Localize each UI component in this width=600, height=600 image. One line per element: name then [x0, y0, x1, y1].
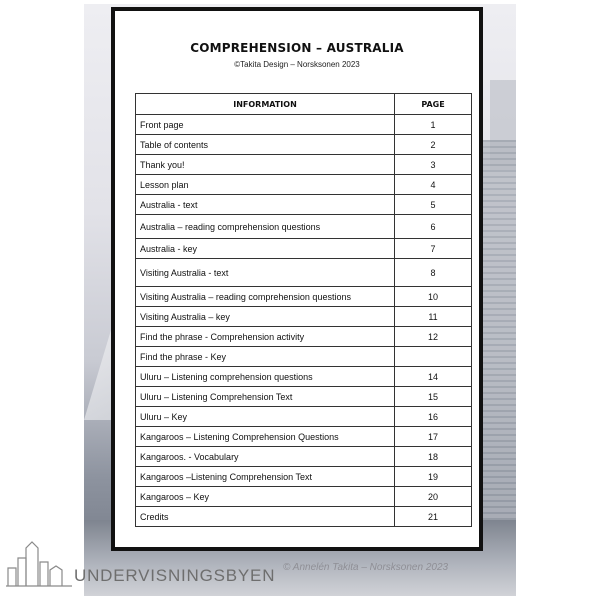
row-information: Uluru – Key — [136, 407, 395, 427]
row-information: Find the phrase - Comprehension activity — [136, 327, 395, 347]
contents-table — [135, 93, 472, 527]
row-information: Visiting Australia – reading comprehension questions — [136, 287, 395, 307]
row-page-number: 16 — [395, 407, 472, 427]
table-row — [136, 447, 472, 467]
row-page-number — [395, 347, 472, 367]
row-information: Kangaroos – Listening Comprehension Questions — [136, 427, 395, 447]
row-page-number: 12 — [395, 327, 472, 347]
table-row — [136, 487, 472, 507]
copyright-line: ©Takita Design – Norsksonen 2023 — [234, 60, 360, 69]
row-page-number: 11 — [395, 307, 472, 327]
table-row — [136, 327, 472, 347]
row-page-number: 14 — [395, 367, 472, 387]
row-information: Kangaroos. - Vocabulary — [136, 447, 395, 467]
row-page-number: 5 — [395, 195, 472, 215]
table-row — [136, 467, 472, 487]
table-row — [136, 387, 472, 407]
row-information: Lesson plan — [136, 175, 395, 195]
table-row — [136, 239, 472, 259]
table-row — [136, 175, 472, 195]
table-row — [136, 259, 472, 287]
table-row — [136, 307, 472, 327]
header-information: INFORMATION — [136, 94, 395, 115]
table-row — [136, 507, 472, 527]
table-row — [136, 367, 472, 387]
row-information: Australia - text — [136, 195, 395, 215]
row-information: Thank you! — [136, 155, 395, 175]
row-page-number: 6 — [395, 215, 472, 239]
row-page-number: 1 — [395, 115, 472, 135]
watermark-text: © Annelén Takita – Norsksonen 2023 — [283, 562, 449, 573]
row-page-number: 3 — [395, 155, 472, 175]
row-page-number: 2 — [395, 135, 472, 155]
row-information: Visiting Australia - text — [136, 259, 395, 287]
row-information: Australia – reading comprehension questions — [136, 215, 395, 239]
row-information: Table of contents — [136, 135, 395, 155]
table-row — [136, 407, 472, 427]
row-page-number: 10 — [395, 287, 472, 307]
row-page-number: 19 — [395, 467, 472, 487]
row-page-number: 15 — [395, 387, 472, 407]
row-page-number: 8 — [395, 259, 472, 287]
row-information: Kangaroos –Listening Comprehension Text — [136, 467, 395, 487]
row-page-number: 17 — [395, 427, 472, 447]
row-page-number: 7 — [395, 239, 472, 259]
table-row — [136, 347, 472, 367]
table-row — [136, 195, 472, 215]
table-row — [136, 115, 472, 135]
document-page — [111, 7, 483, 551]
row-information: Credits — [136, 507, 395, 527]
row-page-number: 21 — [395, 507, 472, 527]
row-information: Uluru – Listening comprehension questions — [136, 367, 395, 387]
table-row — [136, 287, 472, 307]
brand-name: UNDERVISNINGSBYEN — [74, 566, 276, 585]
row-information: Front page — [136, 115, 395, 135]
row-information: Australia - key — [136, 239, 395, 259]
table-row — [136, 135, 472, 155]
city-skyline-icon — [6, 540, 76, 588]
row-page-number: 18 — [395, 447, 472, 467]
row-information: Uluru – Listening Comprehension Text — [136, 387, 395, 407]
table-row — [136, 427, 472, 447]
table-header-row — [136, 94, 472, 115]
header-page: PAGE — [395, 94, 472, 115]
row-information: Visiting Australia – key — [136, 307, 395, 327]
row-information: Find the phrase - Key — [136, 347, 395, 367]
row-page-number: 20 — [395, 487, 472, 507]
table-row — [136, 215, 472, 239]
row-page-number: 4 — [395, 175, 472, 195]
page-title: COMPREHENSION – AUSTRALIA — [190, 41, 404, 55]
table-row — [136, 155, 472, 175]
row-information: Kangaroos – Key — [136, 487, 395, 507]
